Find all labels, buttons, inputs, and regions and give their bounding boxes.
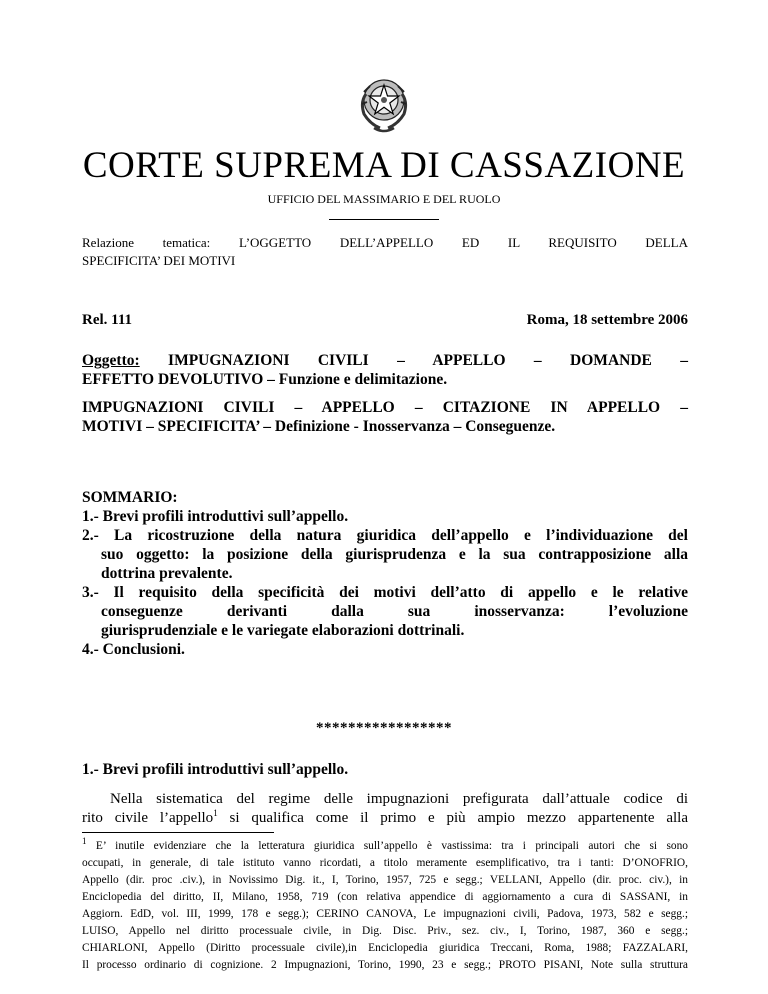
oggetto-line3: IMPUGNAZIONI CIVILI – APPELLO – CITAZIONE IN APPELLO – <box>82 399 688 416</box>
oggetto-line4: MOTIVI – SPECIFICITA’ – Definizione - Inosservanza – Conseguenze. <box>82 418 556 435</box>
relazione-date: Roma, 18 settembre 2006 <box>526 312 688 328</box>
footnote-line <box>82 838 688 854</box>
footnote-line: Il processo ordinario di cognizione. 2 Impugnazioni, Torino, 1990, 23 e segg.; PROTO PISANI, Note sulla struttura <box>82 959 688 971</box>
sommario-item: suo oggetto: la posizione della giurisprudenza e la sua contrapposizione alla <box>101 546 688 563</box>
section1-text: rito civile l’appello <box>82 810 214 826</box>
section-separator: ***************** <box>316 720 452 736</box>
italian-republic-emblem-icon <box>356 72 412 136</box>
sommario-item: giurisprudenziale e le variegate elaborazioni dottrinali. <box>101 622 465 639</box>
footnote-divider <box>82 832 274 833</box>
sommario-item: conseguenze derivanti dalla sua inosservanza: l’evoluzione <box>101 603 688 620</box>
oggetto-line2: EFFETTO DEVOLUTIVO – Funzione e delimitazione. <box>82 371 448 388</box>
section1-text: si qualifica come il primo e più ampio mezzo appartenente alla <box>217 810 688 826</box>
footnote-line: CHIARLONI, Appello (Diritto processuale civile),in Enciclopedia giuridica Treccani, Roma, 1988; FAZZALARI, <box>82 942 688 954</box>
sommario-item: 3.- Il requisito della specificità dei motivi dell’atto di appello e le relative <box>82 584 688 601</box>
oggetto-line1-text: IMPUGNAZIONI CIVILI – APPELLO – DOMANDE – <box>139 352 688 369</box>
section1-paragraph-line1: Nella sistematica del regime delle impugnazioni prefigurata dall’attuale codice di <box>110 791 688 807</box>
header-divider <box>329 219 439 220</box>
court-title: CORTE SUPREMA DI CASSAZIONE <box>82 145 686 186</box>
footnote-line: Aggiorn. EdD, vol. III, 1999, 178 e segg.); CERINO CANOVA, Le impugnazioni civili, Padova, 1973, 582 e segg.; <box>82 908 688 920</box>
footnote-line: Enciclopedia del diritto, II, Milano, 1958, 719 (con relativa appendice di aggiornamento a cura di SASSANI, in <box>82 891 688 903</box>
section1-paragraph-line2 <box>82 809 688 828</box>
footnote-line: occupati, in generale, di tale istituto vanno ricordati, a titolo meramente esemplificativo, tra i tanti: D’ONOFRIO, <box>82 857 688 869</box>
sommario-item: dottrina prevalente. <box>101 565 233 582</box>
relazione-subject-line1: Relazione tematica: L’OGGETTO DELL’APPELLO ED IL REQUISITO DELLA <box>82 235 688 250</box>
sommario-heading: SOMMARIO: <box>82 489 178 506</box>
office-subtitle: UFFICIO DEL MASSIMARIO E DEL RUOLO <box>267 192 501 206</box>
sommario-item: 4.- Conclusioni. <box>82 641 185 658</box>
sommario-item: 1.- Brevi profili introduttivi sull’appello. <box>82 508 349 525</box>
footnote-number: 1 <box>82 836 87 847</box>
sommario-item: 2.- La ricostruzione della natura giuridica dell’appello e l’individuazione del <box>82 527 688 544</box>
section1-heading: 1.- Brevi profili introduttivi sull’appello. <box>82 761 349 778</box>
oggetto-label: Oggetto: <box>82 352 140 369</box>
footnote-line: LUISO, Appello nel diritto processuale civile, in Dig. Disc. Priv., sez. civ., I, Torino, 1987, 360 e segg.; <box>82 925 688 937</box>
footnote-line: Appello (dir. proc .civ.), in Novissimo Dig. it., I, Torino, 1957, 725 e segg.; VELLANI, Appello (dir. proc. civ.), in <box>82 874 688 886</box>
footnote-reference: 1 <box>213 808 218 818</box>
oggetto-line1 <box>82 351 688 370</box>
relazione-subject-line2: SPECIFICITA’ DEI MOTIVI <box>82 253 236 268</box>
relazione-number: Rel. 111 <box>82 312 133 328</box>
footnote-text: E’ inutile evidenziare che la letteratura giuridica sull’appello è vastissima: tra i principali autori che si sono <box>86 840 688 852</box>
